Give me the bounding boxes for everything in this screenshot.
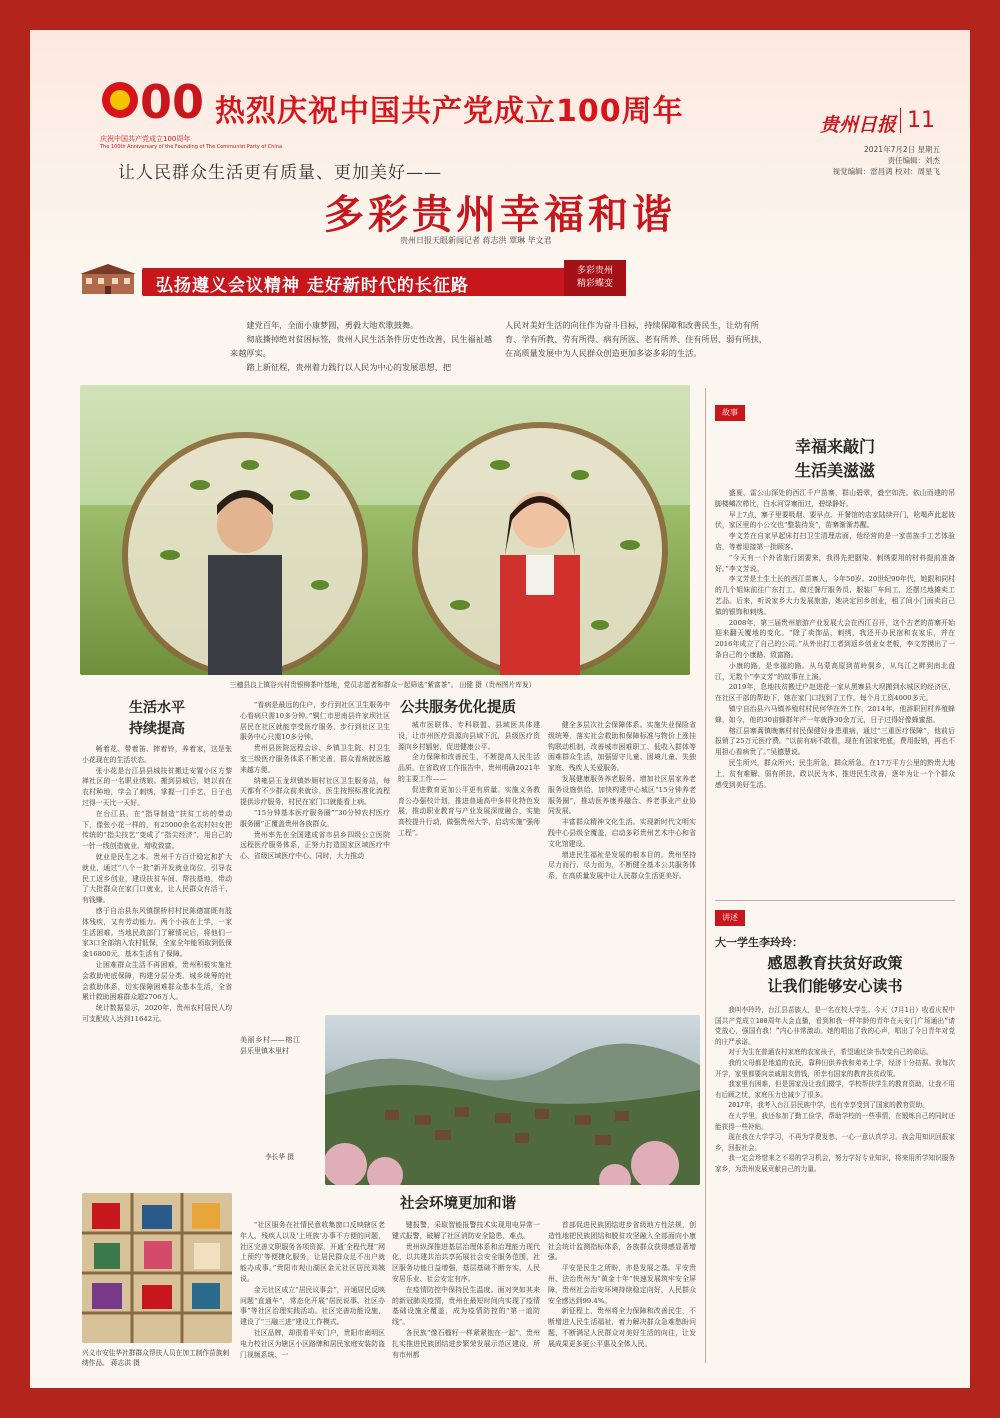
section-paragraph: 平安是民生之所盼，亦是发展之基。平安贵州、法治贵州为“黄金十年”快速发展筑牢安全屏障，贵州社会治安环境持续稳定向好，人民群众安全感达到99.4%。 xyxy=(548,1264,696,1305)
speech-body xyxy=(715,1005,955,1365)
anniversary-banner: 热烈庆祝中国共产党成立100周年 xyxy=(215,94,684,129)
village-photo-credit: 李长华 摄 xyxy=(265,1153,294,1161)
section-paragraph: 在台江县，在“指导制造”扶贫工坊的带动下，像张小花一样的，有25000余名农村妇女把传统的“指尖技艺”变成了“指尖经济”，用自己的一针一线创造就业、增收致富。 xyxy=(82,809,232,851)
section-paragraph: 促进教育更加公平更有质量。实施义务教育公办强校计划，推进普通高中多样化特色发展，推动职业教育与产业发展深度融合，实施高校提升行动，做强贵州大学，启动实施“强师工程”。 xyxy=(398,785,540,837)
story-paragraph: 早上7点，寨子里要吸烟、要早点、开餐馆的店家陆续开门，吆喝声此起彼伏，家区里的小公交也“整装待发”，苗寨渐渐苏醒。 xyxy=(715,510,955,530)
svg-text:00: 00 xyxy=(140,75,205,129)
section-paragraph: “看病是最远的住户，步行到社区卫生服务中心看病只需10多分钟。”铜仁市思南县许家坝社区居民在社区就能享受医疗服务，步行到社区卫生服务中心只需10多分钟。 xyxy=(240,701,390,742)
section-paragraph: 增进民生福祉是发展的根本目的。贵州坚持尽力而行、尽力而为，不断健全基本公共服务体系，在高质量发展中让人民群众生活更美好。 xyxy=(548,850,696,881)
centenary-logo xyxy=(100,70,283,150)
section-public-service-body-col1 xyxy=(398,720,540,1015)
section-paragraph: 健全多层次社会保障体系。实施失业保险省级统筹，落实社会救助和保障标准与物价上涨挂钩联动机制，改善城市困难职工、低收入群体等困难群众生活，加强留守儿童、困境儿童、失独家庭、残疾人关爱服务。 xyxy=(548,721,696,773)
intro-paragraph: 踏上新征程，贵州着力践行以人民为中心的发展思想，把 xyxy=(246,362,452,372)
speech-paragraph: 我的父母都是地道的农民，靠种田供养我和弟弟上学，经济十分拮据。我每次开学，家里都要向亲戚朋友借钱，所幸有国家的教育扶贫政策。 xyxy=(715,1058,955,1078)
craft-shelf-illustration xyxy=(82,1193,232,1343)
section-paragraph: 城市医联体、专科联盟、县域医共体建设，让市州医疗资源向县域下沉，县级医疗资源向乡村辐射，促进健康公平。 xyxy=(398,721,540,751)
column-tag-line2: 精彩蝶变 xyxy=(576,279,613,289)
issue-date: 2021年7月2日 星期五 xyxy=(863,145,940,154)
intro-paragraph: 彻底撕掉绝对贫困标签，贵州人民生活条件历史性改善，民生福祉越来越厚实。 xyxy=(230,334,493,358)
section-paragraph: 各民族“像石榴籽一样紧紧抱在一起”，贵州扎实推进民族团结进步繁荣发展示范区建设，所有市州都 xyxy=(392,1328,540,1359)
page-subtitle: 让人民群众生活更有质量、更加美好—— xyxy=(118,163,442,183)
page-header xyxy=(30,30,970,290)
story-paragraph: 盛夏，雷公山深处的西江千户苗寨，群山碧翠，叠空如洗。依山而建的吊脚楼鳞次栉比，白水河穿寨而过，碧绿静好。 xyxy=(715,489,955,508)
section-paragraph: 丰富群众精神文化生活。实现新时代文明实践中心县级全覆盖，启动多彩贵州艺术中心和省文化馆建设。 xyxy=(548,818,696,848)
newspaper-name: 贵州日报 xyxy=(820,114,897,136)
village-illustration xyxy=(325,1015,700,1185)
column-rule xyxy=(705,388,706,1363)
speech-paragraph: 在大学里，我还参加了勤工俭学，帮助学校的一些事情，在锻炼自己的同时还能获得一些补贴。 xyxy=(715,1111,955,1131)
intro-paragraph: 建党百年，全面小康梦圆，勇毅大地欢歌鼓舞。 xyxy=(246,320,419,330)
story-body xyxy=(715,488,955,893)
story-title-line1: 幸福来敲门 xyxy=(794,437,875,456)
logo-caption-en: The 100th Anniversary of the Founding of The Communist Party of China xyxy=(100,144,283,150)
intro-paragraph: 人民对美好生活的向往作为奋斗目标，持续保障和改善民生，让幼有所育、学有所教、劳有所得、病有所医、老有所养、住有所居、弱有所扶，在高质量发展中为人民群众创造更加多姿多彩的生活。 xyxy=(505,320,768,358)
byline: 贵州日报天眼新闻记者 蒋志洪 覃琳 毕文君 xyxy=(400,236,552,245)
story-paragraph: 2019年，息地扶贫搬迁户赵进花一家从黑寨县大坝搬到水城区的经济区，在社区干部的帮助下，她在家门口找到了工作，每个月工资4000多元。 xyxy=(715,683,955,703)
issue-meta xyxy=(770,144,940,177)
section-paragraph: 统计数据显示，2020年，贵州农村居民人均可支配收入达到11642元。 xyxy=(82,1004,232,1023)
tea-sieve-illustration xyxy=(80,385,690,675)
intro-right xyxy=(505,318,770,360)
logo-caption-cn: 庆祝中国共产党成立100周年 xyxy=(100,135,191,143)
column-banner xyxy=(78,260,618,296)
party-emblem-icon xyxy=(100,70,205,130)
section-paragraph: 贵州纵深推进基层治理体系和治理能力现代化，以共建共治共享拓展社会安全服务范围，社区服务功能日益增强，基层基础不断夯实，人民安居乐业、社会安定有序。 xyxy=(392,1242,540,1283)
main-photo-caption: 三穗县良上镇谷兴村贵银柳茶叶基地，党员志愿者和群众一起筛选“紫富茶”。 田健 摄（贵州图片库发） xyxy=(230,681,536,689)
section-living-standard-body xyxy=(82,744,232,1186)
column-banner-title: 弘扬遵义会议精神 走好新时代的长征路 xyxy=(156,276,469,296)
page-title: 多彩贵州幸福和谐 xyxy=(324,192,676,238)
section-paragraph: 在疫情防控中保持民生温度。面对突如其来的新冠肺炎疫情，贵州在最短时间内实现了疫情基础设施全覆盖，成为疫情防控的“第一道防线”。 xyxy=(392,1285,540,1327)
village-photo xyxy=(325,1015,700,1185)
editor: 责任编辑：刘杰 xyxy=(887,156,940,165)
section-social-env-body-col3 xyxy=(548,1220,696,1370)
section-paragraph: 新征程上，贵州将全力保障和改善民生，不断增进人民生活福祉，着力解决群众急难愁盼问题，不断满足人民群众对美好生活的向往，让发展成果更多更公平惠及全体人民。 xyxy=(548,1307,696,1348)
section-social-env-body-col2 xyxy=(392,1220,540,1370)
section-paragraph: “社区服务在社情民意收集窗口反映辖区老年人、残疾人以及‘上班族’办事不方便的问题，社区完善文职服务各项资源，开通‘全程代理’‘网上预约’等便捷化服务，让居民群众足不出户就能办成事。”贵阳市观山湖区金元社区居民刘姨说。 xyxy=(240,1221,385,1283)
section-paragraph: 纳雍县玉龙坝镇妙厕村社区卫生服务站，每天都有不少群众前来就诊，医生按照标准化流程提供诊疗服务，村民在家门口就能看上病。 xyxy=(240,776,390,807)
section-paragraph: 金元社区成立“居民议事会”，开通居民反映问题“直通车”，常态化开展“居民说事、社区办事”等社区治理实践活动。社区完善功能设施，建设了“三融三进”建设工作模式。 xyxy=(240,1285,385,1327)
story-paragraph: 民生所兴，群众所兴；民生所急，群众所急。在17万平方公里的黔贵大地上，贫有难解、弱有所扶，政以民为本，推进民生改善，逐年为让一个个群众感受到美好生活。 xyxy=(715,758,955,789)
section-paragraph: 畅着花、带着笛、摔着铃，养着家，这是张小花现在的生活状态。 xyxy=(82,745,232,764)
column-banner-bar xyxy=(142,268,602,296)
speech-paragraph: 我叫李玲玲，台江县苗族人，是一名在校大学生。今天（7月1日）收看庆祝中国共产党成立100周年大会直播，看到和我一样年龄的青年在天安门广场通出“请党放心，强国有我！”内心非常激动。她的唱出了我的心声，唱出了今日青年对党的庄严承诺。 xyxy=(715,1006,955,1046)
speech-paragraph: 我家里有困难，但是国家没让我们辍学，学校帮扶学生的教育资助，让我不用有后顾之忧，家庭压力也减少了很多。 xyxy=(715,1080,955,1099)
story-paragraph: 2008年，第三届贵州旅游产业发展大会在西江召开，这个古老的苗寨开始迎来翻天覆地的变化。“除了卖饰品、刺绣，我还开办民宿和农家乐，并在2016年成立了自己的公司。”从外出打工者到返乡创业女老板，李文芳摸出了一条自己的小康路、致富路。 xyxy=(715,618,955,659)
newspaper-page xyxy=(30,30,970,1388)
section-public-service-title: 公共服务优化提质 xyxy=(400,700,516,716)
column-tag-line1: 多彩贵州 xyxy=(576,266,613,276)
section-paragraph: “15分钟基本医疗服务圈”“30分钟农村医疗服务圈”正覆盖贵州各族群众。 xyxy=(240,808,390,828)
section-living-standard-title xyxy=(82,698,232,740)
section-paragraph: 发展健康服务养老服务。增加社区居家养老服务设施供给，加快构建中心城区“15分钟养老服务圈”，推动医养康养融合、养老事业产业协同发展。 xyxy=(548,774,696,816)
story-title xyxy=(715,435,955,483)
story-paragraph: 李文芳在自家早起床打扫卫生清理店面，他经营的是一家苗族手工艺体验店，等着迎接第一批顾客。 xyxy=(715,532,955,551)
speech-title-line2: 让我们能够安心读书 xyxy=(767,977,903,995)
section-paragraph: 让困难群众生活不再困难，贵州积极实施社会救助兜底保障，构建分层分类、城乡统筹的社会救助体系，切实保障困难群众基本生活，全省累计救助困难群众超2706万人。 xyxy=(82,960,232,1002)
section-rule xyxy=(715,900,955,901)
section-social-env-title: 社会环境更加和谐 xyxy=(400,1196,516,1212)
speech-title-line1: 感恩教育扶贫好政策 xyxy=(767,954,903,972)
story-paragraph: 镇宁自治县六马镇养殖村村民何华在外工作，2014年，他辞职回村养殖蜂蜂，如今，他的30亩蜂群年产一年就挣30余万元，日子过得好像蜂蜜甜。 xyxy=(715,704,955,724)
section-healthcare-body xyxy=(240,700,390,1015)
section-paragraph: 感于自治县东风镇摆桥村村民陈德富既有肢体残疾，又有劳动能力。两个小孩在上学，一家生活困难。当地民政部门了解情况后，将他们一家3口全部纳入农村低保，全家全年能领取到低保金16800元，基本生活有了保障。 xyxy=(82,906,232,959)
speech-paragraph: 2017年，我考入台江县民族中学，也有幸享受到了国家的教育资助。 xyxy=(728,1101,929,1110)
section-paragraph: 贵州率先在全国建成省市县乡四级公立医院远程医疗服务体系，正努力打造国家区域医疗中心、省级区域医疗中心。同时，大力推动 xyxy=(240,830,390,861)
story-title-line2: 生活美滋滋 xyxy=(794,461,875,480)
section-paragraph: 首部促进民族团结进步省级地方性法规，创造性地把民族团结和脱贫攻坚融入全部面向小康社会统计监测指标体系，各族群众获得感显著增强。 xyxy=(548,1221,696,1262)
section-title-line1: 生活水平 xyxy=(129,700,185,716)
zunyi-building-icon xyxy=(78,262,138,296)
section-paragraph: 全力保障和改善民生，不断提高人民生活品质。在省政府工作报告中，贵州明确2021年的主要工作—— xyxy=(398,753,540,783)
speech-paragraph: 对于为生在普通农村家庭的农家孩子，希望通过读书改变自己的命运。 xyxy=(728,1048,933,1057)
main-photo-tea-sieves xyxy=(80,385,690,675)
page-number: 11 xyxy=(900,108,935,133)
craft-photo xyxy=(82,1193,232,1343)
craft-photo-caption: 兴义市安佳华社群群众帮扶人员在加工制作苗族刺绣作品。 蒋志洪 摄 xyxy=(82,1349,230,1367)
section-paragraph: 张小花是台江县县城扶贫搬迁安置小区方黎禅社区的一名职业绣娘。搬到县城后，她以前在农村种地，学会了刺绣，掌握一门手艺，日子也过得一天比一天好。 xyxy=(82,766,232,807)
column-tag xyxy=(564,260,626,296)
speech-tag: 讲述 xyxy=(715,910,745,926)
speech-paragraph: 现在我在大学学习，不再为学费发愁，一心一意认真学习。我会用知识回报家乡，回报社会。 xyxy=(715,1133,955,1152)
story-tag: 故事 xyxy=(715,405,745,421)
speech-paragraph: 我一定会珍惜来之不易的学习机会，努力学好专业知识，将来用所学知识服务家乡，为贵州发展贡献自己的力量。 xyxy=(715,1154,955,1173)
story-paragraph: “今天有一个外省旅行团要来，我得先把胭染、刺绣要用的材料提前准备好。”李文芳说。 xyxy=(715,553,955,573)
section-title-line2: 持续提高 xyxy=(129,721,185,737)
village-photo-caption: 美丽乡村——榕江县乐里镇本里村 xyxy=(240,1036,300,1055)
story-paragraph: 榕江县寨蒿镇晚寨村村民保健好身患重病，通过“三重医疗保障”，他前后报销了25万元医疗费。“以前有病不敢看，现在有国家兜底，费用报销，再也不用担心看病贵了。”吴德慧说。 xyxy=(715,726,955,757)
proof-credit: 视觉编辑：雷昌鸿 校对：周星飞 xyxy=(832,167,940,176)
section-public-service-body-col2 xyxy=(548,720,696,1015)
intro-left xyxy=(230,318,495,374)
section-social-env-body-col1 xyxy=(240,1220,385,1370)
story-paragraph: 小康的路，是幸福的路。从乌蒙高原到苗岭侗乡，从乌江之畔到南北盘江，无数个“李文芳”的故事在上演。 xyxy=(715,661,955,681)
section-paragraph: 社区品牌，却很看平安门户，贵阳市南明区电力校社区为辖区小区路牌和居民家庭安装防盗门视频系统、一 xyxy=(240,1328,385,1359)
speech-kicker: 大一学生李玲玲： xyxy=(715,936,803,949)
section-paragraph: 贵州县医院远程会诊、乡镇卫生院、村卫生室三级医疗服务体系不断完善，群众看病就医越来越方便。 xyxy=(240,744,390,774)
story-paragraph: 李文芳是土生土长的西江苗寨人，今年50岁。20世纪90年代，她跟和同村的几个姐妹前往广东打工，做过餐厅服务员、服装厂车间工，还摆过地摊卖工艺品。后来，听说家乡大力发展旅游，她决定回乡创业，租了间小门面卖自己做的银饰和刺绣。 xyxy=(715,575,955,616)
speech-title xyxy=(715,952,955,998)
section-paragraph: 键报警，采取智能报警技术实现用电异常一键式报警，破解了社区消防安全隐患、难点。 xyxy=(392,1221,540,1240)
section-paragraph: 就业是民生之本。贵州千方百计稳定和扩大就业，通过“八个一批”新开发就业岗位，引导农民工返乡创业，建设扶贫车间、帮扶基地，带动了大批群众在家门口就业，让人民群众有活干、有钱赚。 xyxy=(82,852,232,905)
